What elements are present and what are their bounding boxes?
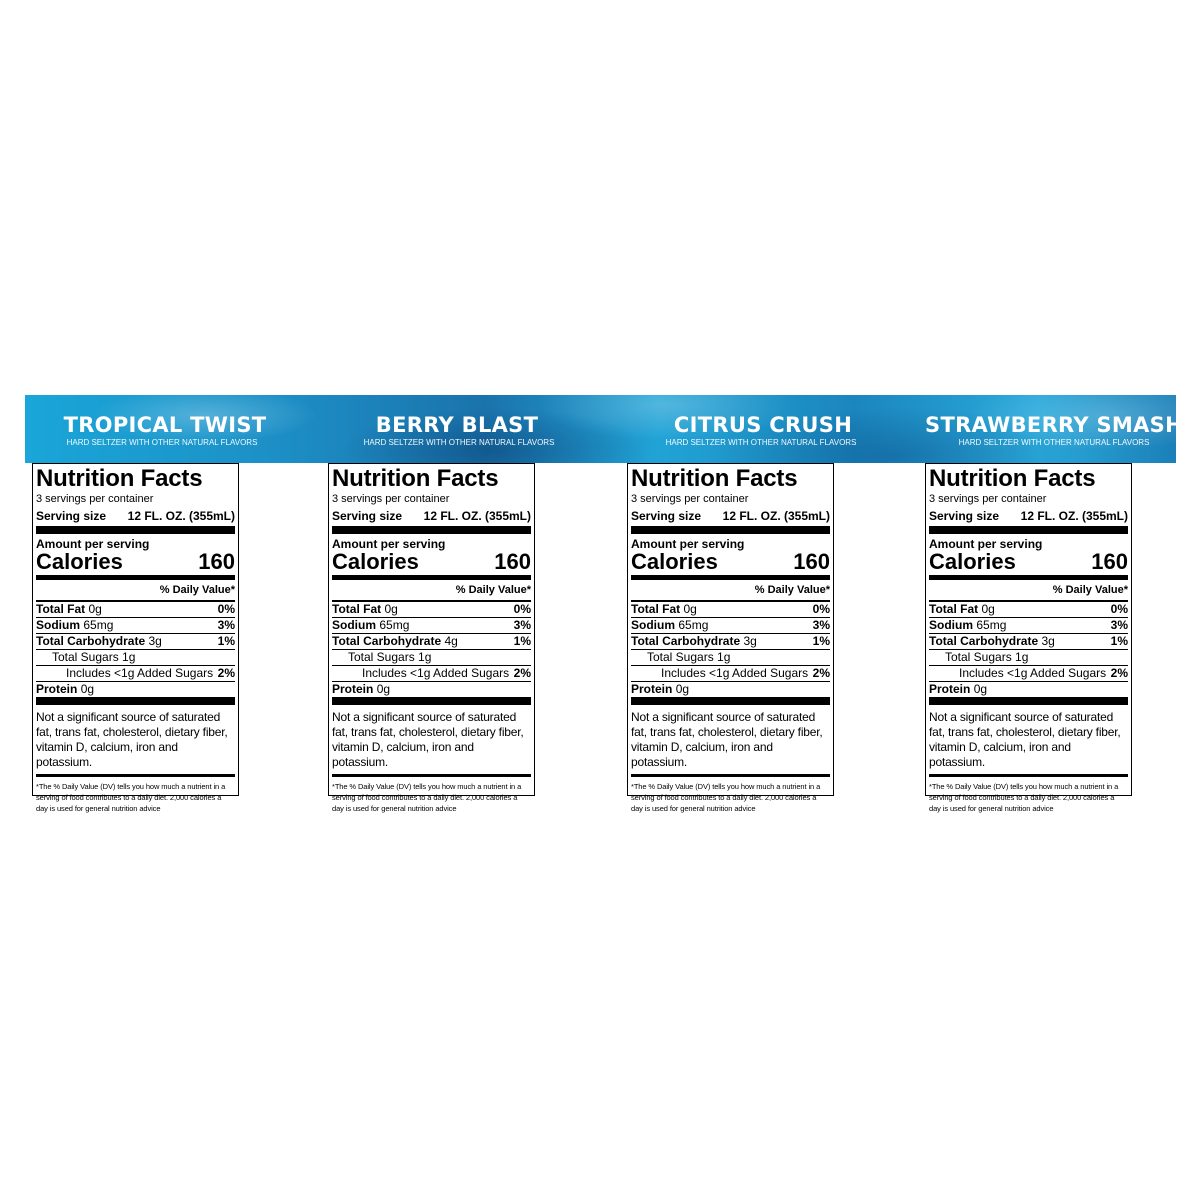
divider-thick [36,697,235,705]
added-sugars-row [631,665,830,681]
sugars-row [929,649,1128,665]
sodium-row [929,617,1128,633]
carb-label: Total Carbohydrate [332,634,442,648]
sodium-value: 65mg [83,618,114,632]
divider-mid [929,774,1128,777]
carb-pct: 1% [1110,634,1128,648]
daily-value-footnote: *The % Daily Value (DV) tells you how much a nutrient in a serving of food contributes to a daily diet. 2,000 calories a day is used for general nutrition advice [332,782,522,813]
carb-label: Total Carbohydrate [929,634,1039,648]
sugars-row [631,649,830,665]
total-fat-value: 0g [384,602,398,616]
nutrition-panel-3 [627,463,834,813]
divider-thick [36,526,235,534]
amount-per-serving: Amount per serving [929,537,1043,551]
divider-thick [631,526,830,534]
panel-title: Nutrition Facts [332,465,499,492]
calories-value: 160 [494,549,531,574]
daily-value-header: % Daily Value* [1052,584,1128,596]
servings-per-container: 3 servings per container [929,493,1047,505]
sodium-label: Sodium [332,618,376,632]
daily-value-header: % Daily Value* [455,584,531,596]
added-sugars: Includes <1g Added Sugars [661,666,809,680]
calories-value: 160 [1091,549,1128,574]
total-fat-value: 0g [88,602,102,616]
not-significant-note: Not a significant source of saturated fat, trans fat, cholesterol, dietary fiber, vitamin D, calcium, iron and potassium. [36,710,228,769]
flavor-title-4: STRAWBERRY SMASH [925,413,1183,437]
divider-thick [332,526,531,534]
carb-label: Total Carbohydrate [631,634,741,648]
serving-size-label: Serving size [332,509,403,523]
serving-size-row [929,508,1128,524]
daily-value-footnote: *The % Daily Value (DV) tells you how much a nutrient in a serving of food contributes to a daily diet. 2,000 calories a day is used for general nutrition advice [929,782,1119,813]
nutrition-panel-2 [328,463,535,813]
nutrition-panel-1 [32,463,239,813]
serving-size-row [631,508,830,524]
daily-value-footnote: *The % Daily Value (DV) tells you how much a nutrient in a serving of food contributes to a daily diet. 2,000 calories a day is used for general nutrition advice [631,782,821,813]
total-fat-label: Total Fat [631,602,681,616]
sodium-pct: 3% [513,618,531,632]
protein-row [332,681,531,697]
divider-thick [631,697,830,705]
protein-value: 0g [973,682,988,696]
divider-thick [332,697,531,705]
added-sugars: Includes <1g Added Sugars [66,666,214,680]
total-sugars: Total Sugars 1g [348,650,432,664]
protein-value: 0g [675,682,690,696]
flavor-subtitle-4: HARD SELTZER WITH OTHER NATURAL FLAVORS [958,438,1150,447]
added-sugars-pct: 2% [217,666,235,680]
amount-per-serving: Amount per serving [36,537,150,551]
protein-row [631,681,830,697]
total-fat-pct: 0% [217,602,235,616]
total-fat-label: Total Fat [332,602,382,616]
calories-label: Calories [36,549,123,574]
total-fat-label: Total Fat [929,602,979,616]
divider-mid [631,774,830,777]
carb-value: 3g [1041,634,1055,648]
amount-per-serving: Amount per serving [631,537,745,551]
daily-value-header: % Daily Value* [754,584,830,596]
total-fat-row [929,601,1128,617]
flavor-title-3: CITRUS CRUSH [673,413,853,437]
added-sugars-pct: 2% [1110,666,1128,680]
serving-size-label: Serving size [929,509,1000,523]
divider-thick [929,526,1128,534]
total-fat-label: Total Fat [36,602,86,616]
panel-title: Nutrition Facts [929,465,1096,492]
carb-row [36,633,235,649]
sodium-label: Sodium [36,618,80,632]
protein-value: 0g [376,682,391,696]
carb-pct: 1% [217,634,235,648]
serving-size-label: Serving size [631,509,702,523]
total-fat-pct: 0% [1110,602,1128,616]
sodium-row [36,617,235,633]
total-sugars: Total Sugars 1g [945,650,1029,664]
carb-pct: 1% [513,634,531,648]
sodium-row [631,617,830,633]
servings-per-container: 3 servings per container [332,493,450,505]
added-sugars-row [332,665,531,681]
protein-label: Protein [631,682,673,696]
calories-row [332,551,531,573]
divider-mid [36,774,235,777]
protein-row [36,681,235,697]
total-fat-value: 0g [683,602,697,616]
panel-title: Nutrition Facts [36,465,203,492]
flavor-subtitle-3: HARD SELTZER WITH OTHER NATURAL FLAVORS [665,438,857,447]
total-fat-row [631,601,830,617]
total-fat-pct: 0% [513,602,531,616]
total-sugars: Total Sugars 1g [647,650,731,664]
sugars-row [36,649,235,665]
calories-label: Calories [929,549,1016,574]
calories-label: Calories [631,549,718,574]
protein-value: 0g [80,682,95,696]
total-fat-row [332,601,531,617]
calories-value: 160 [198,549,235,574]
carb-row [332,633,531,649]
serving-size-value: 12 FL. OZ. (355mL) [1020,509,1128,523]
added-sugars: Includes <1g Added Sugars [362,666,510,680]
carb-pct: 1% [812,634,830,648]
calories-label: Calories [332,549,419,574]
not-significant-note: Not a significant source of saturated fat, trans fat, cholesterol, dietary fiber, vitamin D, calcium, iron and potassium. [631,710,823,769]
sodium-row [332,617,531,633]
flavor-subtitle-1: HARD SELTZER WITH OTHER NATURAL FLAVORS [66,438,258,447]
serving-size-label: Serving size [36,509,107,523]
protein-row [929,681,1128,697]
sodium-value: 65mg [678,618,709,632]
protein-label: Protein [332,682,374,696]
flavor-title-1: TROPICAL TWIST [63,413,267,437]
carb-value: 3g [148,634,162,648]
servings-per-container: 3 servings per container [36,493,154,505]
not-significant-note: Not a significant source of saturated fat, trans fat, cholesterol, dietary fiber, vitamin D, calcium, iron and potassium. [332,710,524,769]
panel-title: Nutrition Facts [631,465,798,492]
sodium-label: Sodium [631,618,675,632]
calories-row [929,551,1128,573]
carb-label: Total Carbohydrate [36,634,146,648]
servings-per-container: 3 servings per container [631,493,749,505]
protein-label: Protein [929,682,971,696]
carb-row [631,633,830,649]
sugars-row [332,649,531,665]
serving-size-value: 12 FL. OZ. (355mL) [423,509,531,523]
added-sugars-row [36,665,235,681]
added-sugars-pct: 2% [812,666,830,680]
sodium-pct: 3% [1110,618,1128,632]
calories-row [36,551,235,573]
not-significant-note: Not a significant source of saturated fat, trans fat, cholesterol, dietary fiber, vitamin D, calcium, iron and potassium. [929,710,1121,769]
added-sugars-pct: 2% [513,666,531,680]
flavor-subtitle-2: HARD SELTZER WITH OTHER NATURAL FLAVORS [363,438,555,447]
flavor-title-2: BERRY BLAST [375,413,539,437]
nutrition-panel-4 [925,463,1132,813]
total-fat-value: 0g [981,602,995,616]
added-sugars-row [929,665,1128,681]
sodium-pct: 3% [812,618,830,632]
total-fat-row [36,601,235,617]
divider-thick [929,697,1128,705]
daily-value-header: % Daily Value* [159,584,235,596]
divider-mid [332,774,531,777]
calories-value: 160 [793,549,830,574]
serving-size-value: 12 FL. OZ. (355mL) [127,509,235,523]
flavor-banner [25,395,1183,463]
carb-value: 4g [444,634,458,648]
sodium-pct: 3% [217,618,235,632]
sodium-value: 65mg [976,618,1007,632]
sodium-label: Sodium [929,618,973,632]
protein-label: Protein [36,682,78,696]
sodium-value: 65mg [379,618,410,632]
daily-value-footnote: *The % Daily Value (DV) tells you how much a nutrient in a serving of food contributes to a daily diet. 2,000 calories a day is used for general nutrition advice [36,782,226,813]
calories-row [631,551,830,573]
total-sugars: Total Sugars 1g [52,650,136,664]
amount-per-serving: Amount per serving [332,537,446,551]
serving-size-row [36,508,235,524]
serving-size-row [332,508,531,524]
serving-size-value: 12 FL. OZ. (355mL) [722,509,830,523]
total-fat-pct: 0% [812,602,830,616]
carb-value: 3g [743,634,757,648]
added-sugars: Includes <1g Added Sugars [959,666,1107,680]
carb-row [929,633,1128,649]
